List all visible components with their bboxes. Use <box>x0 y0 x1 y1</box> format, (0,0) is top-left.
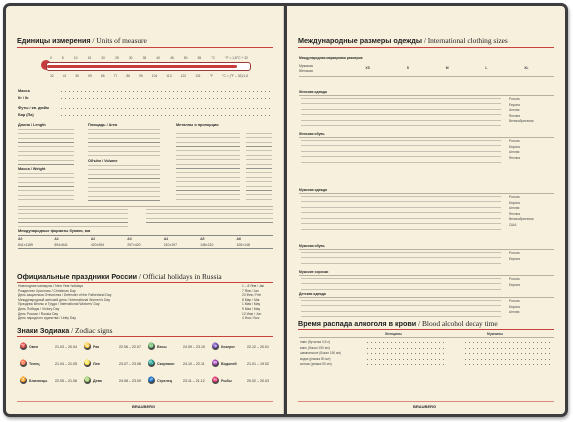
holiday-date: 7 Янв / Jan <box>242 288 259 293</box>
bar-values <box>61 115 273 116</box>
zodiac-sign-icon: ♍ <box>84 377 91 383</box>
clothing-section-title: Детская одежда <box>299 292 326 296</box>
fahrenheit-tick: 86 <box>126 74 130 78</box>
zodiac-item <box>84 377 141 384</box>
clothing-size-grid <box>301 278 501 292</box>
clothing-size-grid <box>301 98 501 130</box>
holidays-dates <box>242 284 264 321</box>
zodiac-item <box>84 343 141 350</box>
zodiac-item <box>212 377 269 384</box>
holidays-list <box>18 284 238 321</box>
celsius-tick: 10 <box>73 56 78 60</box>
alcohol-drink: водка (рюмка 50 мл) <box>300 356 331 361</box>
zodiac-item <box>20 360 77 367</box>
country-label: Россия <box>509 277 520 281</box>
zodiac-sign-range: 21.01 – 19.02 <box>247 361 269 366</box>
zodiac-item <box>148 343 205 350</box>
holiday-name: Новогодние каникулы / New Year holidays <box>18 284 84 288</box>
clothing-section-title: Мужская обувь <box>299 244 325 248</box>
zodiac-sign-icon: ♈ <box>20 343 27 349</box>
mass-label-2: Кг / lb <box>18 96 29 100</box>
country-label: Европа <box>509 102 520 107</box>
holiday-date: 12 Июн / Jun <box>242 311 262 316</box>
celsius-tick: 25 <box>115 56 119 60</box>
country-label: Англия <box>509 150 520 154</box>
paper-size-value: 841×1189 <box>18 243 33 247</box>
holidays-title: Официальные праздники России / Official holidays in Russia <box>17 272 222 281</box>
holiday-date: 23 Фев / Feb <box>242 293 262 298</box>
country-label: Европа <box>509 304 520 309</box>
fahrenheit-tick: 77 <box>113 74 118 78</box>
zodiac-sign-icon: ♒ <box>212 360 219 366</box>
bar-label: Бар (Па) <box>18 113 34 117</box>
paper-size-value: 420×594 <box>90 243 105 247</box>
alcohol-divider <box>298 329 554 330</box>
formula-block-right <box>146 209 273 223</box>
fahrenheit-tick: °F <box>209 74 214 78</box>
clothing-section-rule <box>299 137 554 138</box>
paper-size-name: A1 <box>54 237 59 241</box>
fahrenheit-tick: °C = (°F – 32)/1,8 <box>222 74 248 78</box>
alcohol-drink: коньяк (рюмка 50 мл) <box>300 362 332 366</box>
metals-values <box>246 133 272 201</box>
alcohol-drink: пиво (бутылка 0,5 л) <box>300 340 331 344</box>
zodiac-sign-range: 23.11 – 21.12 <box>183 378 205 383</box>
country-label: США <box>509 222 517 227</box>
size-header <box>347 66 547 71</box>
alcohol-women-values <box>367 342 447 343</box>
left-page <box>6 6 284 414</box>
holiday-name: День народного единства / Unity Day <box>18 316 76 321</box>
clothing-section-title: Мужская одежда <box>299 188 327 192</box>
holiday-date: 8 Мар / Mar <box>242 297 260 302</box>
paper-size-name: A4 <box>163 237 169 241</box>
mass-label: Масса <box>18 89 30 93</box>
zodiac-item <box>84 360 141 367</box>
zodiac-sign-range: 24.09 – 23.10 <box>183 344 205 349</box>
zodiac-sign-name: Козерог <box>221 344 235 349</box>
clothing-subtitle: Международная маркировка размеров <box>299 56 363 60</box>
size-code: L <box>485 66 488 70</box>
paper-sizes-table <box>18 235 273 249</box>
zodiac-item <box>148 360 205 367</box>
zodiac-sign-name: Стрелец <box>157 378 172 383</box>
country-label: Великобритания <box>509 217 534 221</box>
celsius-tick: 30 <box>128 56 133 60</box>
holiday-date: 9 Мая / May <box>242 306 261 311</box>
clothing-size-grid <box>301 140 501 166</box>
thermometer-scale-celsius <box>50 56 248 60</box>
alcohol-col-women: Женщины <box>385 332 402 336</box>
country-label: Россия <box>509 97 520 101</box>
zodiac-item <box>20 343 77 350</box>
celsius-tick: 0 <box>50 56 52 60</box>
country-label: Россия <box>509 195 520 199</box>
holiday-date: 1 Мая / May <box>242 302 261 307</box>
size-header-labels: Мужская Женская <box>299 64 313 73</box>
alcohol-title: Время распада алкоголя в крови / Blood alcohol decay time <box>298 319 498 328</box>
zodiac-sign-name: Рак <box>93 344 100 349</box>
fahrenheit-tick: 113 <box>166 74 172 78</box>
fahrenheit-tick: 104 <box>151 74 158 78</box>
clothing-size-grid <box>301 252 501 266</box>
paper-size-value: 105×148 <box>236 243 250 247</box>
zodiac-sign-name: Рыбы <box>221 378 232 383</box>
holiday-name: День России / Russia Day <box>18 311 59 316</box>
metals-label: Металлы и пропорции <box>176 123 219 127</box>
length-label: Длина / Length <box>18 123 46 127</box>
country-label: Европа <box>509 282 520 287</box>
zodiac-sign-icon: ♉ <box>20 360 27 366</box>
alcohol-women-values <box>367 364 447 365</box>
holiday-date: 1 – 8 Янв / Jan <box>242 284 265 288</box>
volume-label: Объём / Volume <box>88 159 118 163</box>
paper-size-name: A0 <box>18 237 23 241</box>
zodiac-sign-icon: ♊ <box>20 377 27 383</box>
country-label: Европа <box>509 200 520 205</box>
zodiac-sign-icon: ♐ <box>148 377 155 383</box>
alcohol-drink: вино (бокал 150 мл) <box>300 345 330 350</box>
fahrenheit-tick: 41 <box>62 74 67 78</box>
zodiac-sign-name: Дева <box>93 378 102 383</box>
zodiac-sign-icon: ♏ <box>148 360 155 366</box>
thermometer-scale-fahrenheit <box>50 74 248 78</box>
size-code: S <box>406 66 409 70</box>
clothing-section-title: Женская одежда <box>299 90 327 94</box>
holiday-name: Рождество Христово / Christmas Day <box>18 288 76 293</box>
clothing-section-rule <box>299 249 554 250</box>
alcohol-drink: шампанское (бокал 150 мл) <box>300 351 342 355</box>
weight-label: Масса / Weight <box>18 167 46 171</box>
celsius-tick: 20 <box>101 56 106 60</box>
mass-values <box>61 91 273 92</box>
paper-size-value: 594×841 <box>54 243 68 247</box>
paper-size-name: A6 <box>236 237 241 241</box>
celsius-tick: °C <box>211 56 216 60</box>
zodiac-sign-name: Близнецы <box>29 378 48 383</box>
area-sq-label: Площадь / Area <box>88 123 118 127</box>
country-label: Англия <box>509 310 520 314</box>
holidays-divider <box>17 282 273 283</box>
alcohol-women-values <box>367 353 447 354</box>
fahrenheit-tick: 122 <box>180 74 187 78</box>
area-label: Футы / кв. дюйм <box>18 106 49 110</box>
clothing-section-title: Женская обувь <box>299 132 325 136</box>
holiday-name: Праздник Весны и Труда / International Workers' Day <box>18 302 100 307</box>
zodiac-sign-range: 24.08 – 23.09 <box>119 378 141 383</box>
units-title: Единицы измерения / Units of measure <box>17 36 147 45</box>
zodiac-sign-range: 24.10 – 22.11 <box>183 361 205 366</box>
fahrenheit-tick: 50 <box>75 74 80 78</box>
country-label: Европа <box>509 256 520 261</box>
zodiac-sign-range: 22.05 – 21.06 <box>55 378 77 383</box>
zodiac-sign-range: 21.04 – 21.05 <box>55 361 77 366</box>
zodiac-sign-range: 23.07 – 23.08 <box>119 361 141 366</box>
celsius-tick: 55 <box>197 56 202 60</box>
paper-size-value: 148×210 <box>200 243 214 247</box>
alcohol-men-values <box>465 353 550 354</box>
paper-size-name: A5 <box>200 237 205 241</box>
size-code: M <box>445 66 449 70</box>
celsius-tick: 40 <box>156 56 161 60</box>
brand-logo-right: BRAUBERG <box>413 404 437 409</box>
formula-block-left <box>18 209 128 227</box>
clothing-section-rule <box>299 297 554 298</box>
zodiac-divider <box>17 336 273 337</box>
units-divider <box>17 47 273 48</box>
alcohol-women-values <box>367 359 447 360</box>
country-label: Россия <box>509 299 520 303</box>
country-label: Англия <box>509 108 520 112</box>
alcohol-men-values <box>465 364 550 365</box>
zodiac-sign-range: 22.12 – 20.01 <box>247 344 269 349</box>
volume-list <box>88 165 160 201</box>
paper-sizes-label: Международные форматы бумаги, мм <box>18 229 91 233</box>
clothing-divider <box>298 47 554 48</box>
country-label: Великобритания <box>509 119 534 123</box>
clothing-section-rule <box>299 275 554 276</box>
clothing-size-grid <box>301 196 501 232</box>
zodiac-sign-icon: ♋ <box>84 343 91 349</box>
alcohol-men-values <box>465 342 550 343</box>
zodiac-sign-icon: ♑ <box>212 343 219 349</box>
celsius-tick: 50 <box>183 56 188 60</box>
paper-size-value: 297×420 <box>127 243 141 247</box>
zodiac-sign-name: Овен <box>29 344 39 349</box>
fahrenheit-tick: 95 <box>139 74 143 78</box>
zodiac-sign-range: 21.03 – 20.04 <box>55 344 77 349</box>
holiday-name: День защитника Отечества / Defender of the Fatherland Day <box>18 293 112 298</box>
zodiac-sign-icon: ♎ <box>148 343 155 349</box>
metals-list <box>176 133 240 201</box>
zodiac-sign-name: Весы <box>157 344 167 349</box>
celsius-tick: 45 <box>170 56 174 60</box>
holiday-name: Международный женский день / International Women's Day <box>18 297 111 302</box>
length-list <box>18 129 74 165</box>
zodiac-sign-name: Телец <box>29 361 40 366</box>
zodiac-sign-name: Скорпион <box>157 361 175 366</box>
holiday-name: День Победы / Victory Day <box>18 306 60 311</box>
country-label: Япония <box>509 113 521 118</box>
zodiac-sign-icon: ♌ <box>84 360 91 366</box>
zodiac-title: Знаки Зодиака / Zodiac signs <box>17 326 113 335</box>
alcohol-women-values <box>367 348 447 349</box>
country-label: Европа <box>509 144 520 149</box>
alcohol-col-men: Мужчины <box>487 332 504 336</box>
zodiac-sign-name: Лев <box>93 361 100 366</box>
country-label: Англия <box>509 206 520 210</box>
fahrenheit-tick: 68 <box>100 74 105 78</box>
size-code: XS <box>365 66 370 70</box>
alcohol-men-values <box>465 359 550 360</box>
zodiac-item <box>212 343 269 350</box>
country-label: Япония <box>509 155 521 160</box>
fahrenheit-tick: 59 <box>88 74 92 78</box>
clothing-section-rule <box>299 95 554 96</box>
celsius-tick: 35 <box>142 56 147 60</box>
zodiac-item <box>212 360 269 367</box>
celsius-tick: °F = 1,8°C + 32 <box>225 56 248 60</box>
planner-book <box>3 3 568 417</box>
area-values <box>61 108 273 109</box>
celsius-tick: 5 <box>61 56 64 60</box>
zodiac-sign-name: Водолей <box>221 361 237 366</box>
area-list <box>88 129 160 157</box>
zodiac-sign-range: 20.02 – 20.03 <box>247 378 269 383</box>
country-label: Россия <box>509 251 520 255</box>
zodiac-sign-icon: ♓ <box>212 377 219 383</box>
fahrenheit-tick: 131 <box>195 74 201 78</box>
alcohol-men-values <box>465 348 550 349</box>
clothing-section-title: Мужские сорочки <box>299 270 329 274</box>
celsius-tick: 15 <box>87 56 92 60</box>
paper-size-name: A2 <box>90 237 96 241</box>
paper-size-name: A3 <box>127 237 132 241</box>
fahrenheit-tick: 32 <box>50 74 54 78</box>
size-code: XL <box>524 66 529 70</box>
clothing-size-grid <box>301 300 501 318</box>
paper-size-value: 210×297 <box>163 243 177 247</box>
weight-list <box>18 173 74 201</box>
zodiac-item <box>148 377 205 384</box>
right-page <box>287 6 565 414</box>
zodiac-item <box>20 377 77 384</box>
thermometer <box>46 62 251 71</box>
brand-logo: BRAUBERG <box>132 404 156 409</box>
clothing-section-rule <box>299 193 554 194</box>
zodiac-sign-range: 22.06 – 22.07 <box>119 344 141 349</box>
holiday-date: 4 Ноя / Nov <box>242 316 260 321</box>
country-label: Россия <box>509 139 520 143</box>
clothing-title: Международные размеры одежды / International clothing sizes <box>298 36 508 45</box>
mass-values-2 <box>61 98 273 99</box>
country-label: Япония <box>509 211 521 216</box>
